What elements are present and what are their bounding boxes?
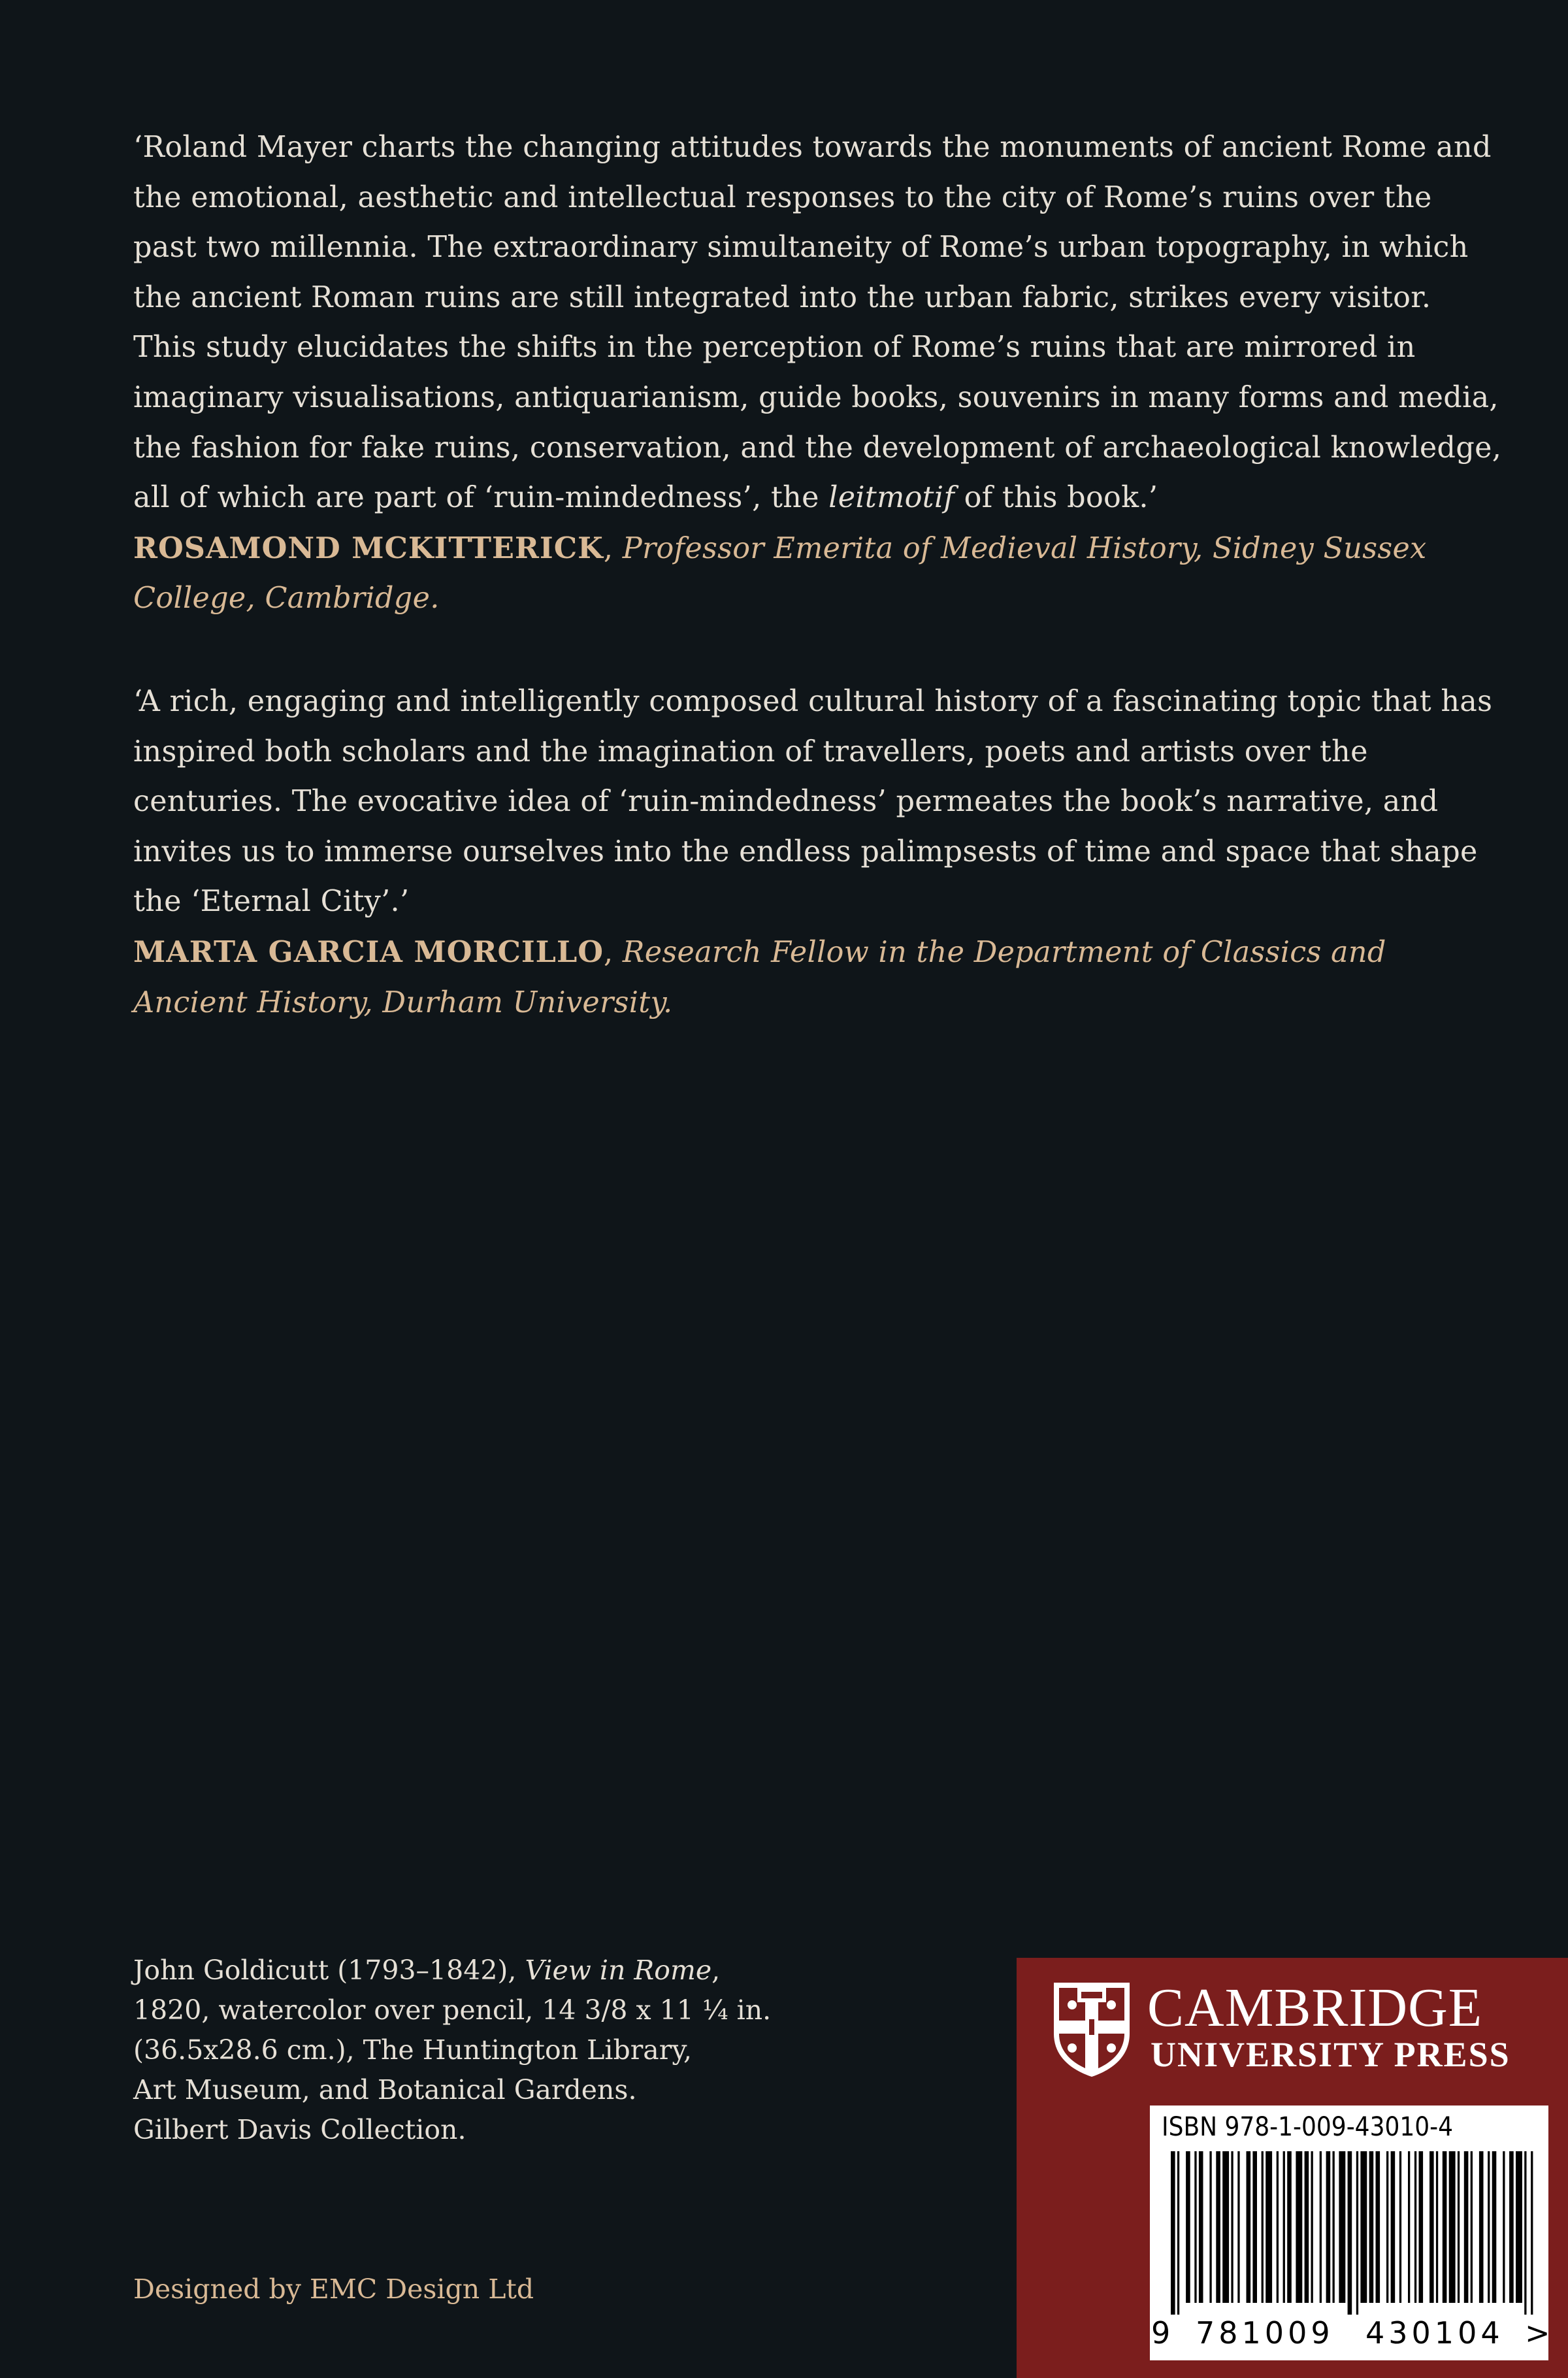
- barcode-bar: [1237, 2151, 1239, 2303]
- reviewer-1-name: ROSAMOND MCKITTERICK: [133, 531, 604, 565]
- isbn-barcode: [1150, 2106, 1548, 2360]
- barcode-bar: [1262, 2151, 1264, 2303]
- quote-2-text: ‘A rich, engaging and intelligently composed cultural history of a fascinating topic that has inspired both scholars and the imagination of travellers, poets and artists over the centuries. The evocative idea of ‘ruin-mindedness’ permeates the book’s narrative, and invites us to immerse ourselves into the endless palimpsests of time and space that shape the ‘Eternal City’.’: [133, 685, 1493, 919]
- barcode-bar: [1429, 2151, 1434, 2303]
- barcode-bar: [1399, 2151, 1401, 2303]
- barcode-bar: [1216, 2151, 1220, 2303]
- barcode-bar: [1171, 2151, 1175, 2315]
- barcode-bar: [1287, 2151, 1292, 2303]
- barcode-quiet-zone-marker: >: [1525, 2315, 1550, 2351]
- barcode-bar: [1369, 2151, 1374, 2303]
- barcode-bar: [1326, 2151, 1331, 2303]
- barcode-bar: [1414, 2151, 1416, 2303]
- barcode-bar: [1408, 2151, 1410, 2303]
- publisher-panel: [1017, 1958, 1568, 2378]
- barcode-bar: [1360, 2151, 1367, 2303]
- publisher-name-subline: UNIVERSITY PRESS: [1151, 2035, 1511, 2074]
- barcode-bar: [1296, 2151, 1302, 2303]
- barcode-bar: [1492, 2151, 1497, 2303]
- barcode-bar: [1503, 2151, 1505, 2303]
- barcode-bar: [1524, 2151, 1526, 2315]
- barcode-bar: [1464, 2151, 1469, 2303]
- barcode-bar: [1305, 2151, 1309, 2303]
- barcode-bar: [1509, 2151, 1514, 2303]
- barcode-bar: [1471, 2151, 1473, 2303]
- reviewer-1-attribution: ROSAMOND MCKITTERICK, Professor Emerita of Medieval History, Sidney Sussex College, Cambridge.: [133, 531, 1427, 616]
- reviewer-2-attribution: MARTA GARCIA MORCILLO, Research Fellow in the Department of Classics and Ancient History, Durham University.: [133, 934, 1386, 1019]
- barcode-digits-left: 781009: [1196, 2315, 1334, 2351]
- barcode-bar: [1516, 2151, 1522, 2303]
- barcode-bar: [1376, 2151, 1380, 2303]
- barcode-bar: [1479, 2151, 1484, 2303]
- barcode-bar: [1247, 2151, 1251, 2303]
- barcode-bar: [1458, 2151, 1460, 2303]
- barcode-bar: [1488, 2151, 1490, 2303]
- barcode-bar: [1391, 2151, 1396, 2303]
- barcode-bar: [1194, 2151, 1196, 2303]
- barcode-bars: [1169, 2151, 1535, 2315]
- reviewer-2-role: Research Fellow in the Department of Classics and Ancient History, Durham University.: [133, 935, 1386, 1019]
- barcode-bar: [1222, 2151, 1229, 2303]
- barcode-bar: [1231, 2151, 1233, 2303]
- barcode-bar: [1177, 2151, 1179, 2315]
- barcode-digits: [1150, 2313, 1548, 2353]
- reviewer-2-name: MARTA GARCIA MORCILLO: [133, 934, 604, 969]
- barcode-bar: [1531, 2151, 1533, 2315]
- review-quote-2: [133, 677, 1503, 1028]
- barcode-bar: [1419, 2151, 1424, 2303]
- barcode-bar: [1320, 2151, 1322, 2303]
- barcode-bar: [1266, 2151, 1272, 2303]
- review-quote-1: [133, 123, 1503, 624]
- artwork-title: View in Rome: [525, 1955, 712, 1986]
- barcode-bar: [1333, 2151, 1335, 2303]
- barcode-bar: [1283, 2151, 1285, 2303]
- barcode-bar: [1252, 2151, 1257, 2303]
- barcode-bar: [1386, 2151, 1388, 2303]
- barcode-bar: [1311, 2151, 1313, 2303]
- barcode-bar: [1443, 2151, 1447, 2303]
- quote-1-text-end: of this book.’: [955, 481, 1158, 515]
- quote-1-emphasis: leitmotif: [828, 481, 955, 515]
- barcode-digits-right: 430104: [1365, 2315, 1504, 2351]
- barcode-digit-lead: 9: [1151, 2315, 1171, 2351]
- barcode-bar: [1348, 2151, 1352, 2315]
- barcode-bar: [1199, 2151, 1203, 2303]
- publisher-name: CAMBRIDGE: [1147, 1977, 1483, 2038]
- isbn-label: ISBN 978-1-009-43010-4: [1162, 2112, 1454, 2142]
- quote-1-text: ‘Roland Mayer charts the changing attitudes towards the monuments of ancient Rome and the emotional, aesthetic and intellectual responses to the city of Rome’s ruins over the past two millennia. The extraordinary simultaneity of Rome’s urban topography, in which the ancient Roman ruins are still integrated into the urban fabric, strikes every visitor. This study elucidates the shifts in the perception of Rome’s ruins that are mirrored in imaginary visualisations, antiquarianism, guide books, souvenirs in many forms and media, the fashion for fake ruins, conservation, and the development of archaeological knowledge, all of which are part of ‘ruin-mindedness’, the: [133, 131, 1502, 515]
- barcode-bar: [1186, 2151, 1190, 2303]
- barcode-bar: [1277, 2151, 1279, 2303]
- cover-image-credit: John Goldicutt (1793–1842), View in Rome, 1820, watercolor over pencil, 14 3/8 x 11 ¼ in. (36.5x28.6 cm.), The Huntington Library, Art Museum, and Botanical Gardens. Gilbert Davis Collection.: [133, 1955, 772, 2145]
- barcode-bar: [1436, 2151, 1438, 2303]
- barcode-bar: [1209, 2151, 1211, 2303]
- barcode-bar: [1356, 2151, 1358, 2315]
- reviewer-1-role: Professor Emerita of Medieval History, Sidney Sussex College, Cambridge.: [133, 531, 1427, 616]
- cambridge-arms-icon: [1051, 1980, 1132, 2078]
- barcode-bar: [1449, 2151, 1456, 2303]
- barcode-bar: [1339, 2151, 1345, 2303]
- designer-credit: Designed by EMC Design Ltd: [133, 2273, 534, 2305]
